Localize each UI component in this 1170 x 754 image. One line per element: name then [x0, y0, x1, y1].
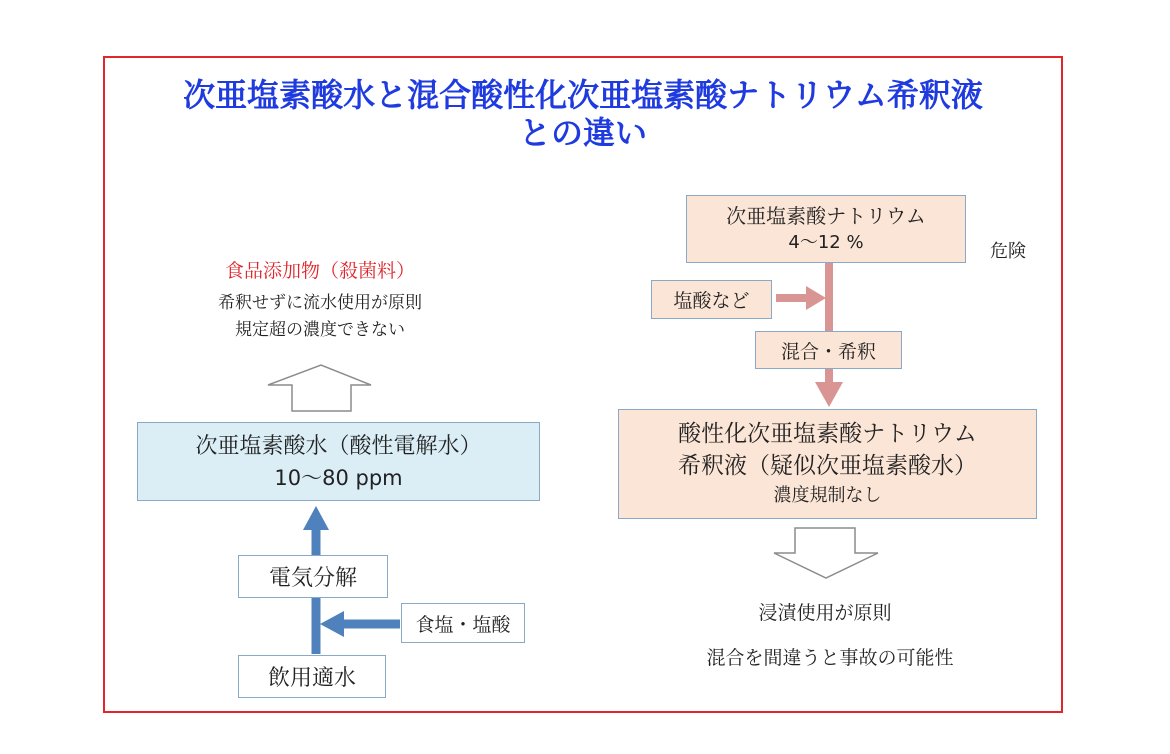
drinking-water-label: 飲用適水: [267, 666, 356, 691]
hcl-box: [651, 280, 772, 319]
sodium-hypochlorite-concentration: 4～12 %: [788, 232, 864, 253]
drinking-water-box: [238, 655, 386, 698]
hypochlorous-water-ppm: 10～80 ppm: [274, 465, 403, 490]
acidified-sodium-line-1: 酸性化次亜塩素酸ナトリウム: [678, 421, 977, 447]
salt-acid-box: [401, 603, 525, 643]
salt-acid-label: 食塩・塩酸: [415, 613, 511, 636]
sodium-hypochlorite-label: 次亜塩素酸ナトリウム: [726, 204, 926, 228]
hypochlorous-water-label: 次亜塩素酸水（酸性電解水）: [195, 433, 482, 459]
usage-note-2: 混合を間違うと事故の可能性: [706, 647, 954, 669]
food-additive-label: 食品添加物（殺菌料）: [224, 260, 415, 282]
mix-dilute-label: 混合・希釈: [780, 340, 876, 363]
mix-dilute-box: [755, 331, 902, 369]
electrolysis-box: [238, 555, 388, 598]
hcl-label: 塩酸など: [673, 290, 750, 312]
diagram-title: [103, 76, 1063, 152]
danger-label: 危険: [990, 241, 1026, 262]
electrolysis-label: 電気分解: [268, 566, 357, 591]
title-line-2: との違い: [518, 114, 647, 152]
left-note-2: 規定超の濃度できない: [235, 320, 405, 340]
acidified-sodium-line-3: 濃度規制なし: [773, 485, 882, 506]
left-note-1: 希釈せずに流水使用が原則: [218, 293, 422, 313]
title-line-1: 次亜塩素酸水と混合酸性化次亜塩素酸ナトリウム希釈液: [183, 76, 983, 114]
acidified-sodium-box: [618, 409, 1037, 519]
usage-note-1: 浸漬使用が原則: [758, 602, 892, 624]
hypochlorous-water-box: [137, 422, 540, 501]
acidified-sodium-line-2: 希釈液（疑似次亜塩素酸水）: [678, 453, 977, 479]
sodium-hypochlorite-box: [686, 195, 966, 263]
